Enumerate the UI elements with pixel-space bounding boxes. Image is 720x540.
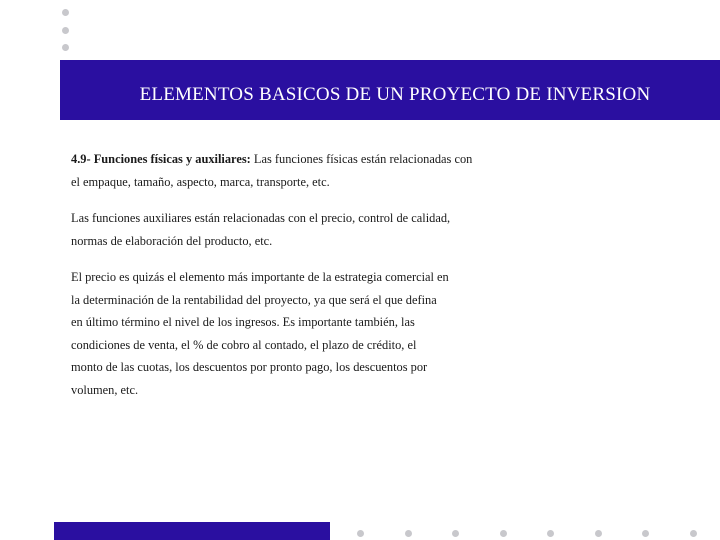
paragraph-line: condiciones de venta, el % de cobro al contado, el plazo de crédito, el <box>71 337 417 352</box>
paragraph-line: monto de las cuotas, los descuentos por pronto pago, los descuentos por <box>71 360 428 374</box>
decorative-dot <box>357 530 364 537</box>
decorative-dot <box>642 530 649 537</box>
paragraph-line: Las funciones físicas están relacionadas con <box>253 152 473 166</box>
slide-title: ELEMENTOS BASICOS DE UN PROYECTO DE INVERSION <box>139 84 651 105</box>
slide-body <box>71 148 491 415</box>
decorative-dot <box>690 530 697 537</box>
decorative-dot <box>595 530 602 537</box>
decorative-dot <box>62 9 69 16</box>
paragraph-line: El precio es quizás el elemento más importante de la estrategia comercial en <box>71 270 449 284</box>
title-banner <box>60 60 720 120</box>
decorative-dot <box>500 530 507 537</box>
paragraph-line: volumen, etc. <box>71 382 139 397</box>
decorative-dot <box>452 530 459 537</box>
decorative-dot <box>405 530 412 537</box>
paragraph-auxiliary-functions <box>71 207 491 252</box>
decorative-dot <box>547 530 554 537</box>
paragraph-physical-functions <box>71 148 491 193</box>
decorative-dot <box>62 44 69 51</box>
paragraph-line: normas de elaboración del producto, etc. <box>71 233 273 248</box>
decorative-dot <box>62 27 69 34</box>
paragraph-price <box>71 266 491 401</box>
paragraph-line: la determinación de la rentabilidad del proyecto, ya que será el que defina <box>71 292 437 307</box>
paragraph-line: en último término el nivel de los ingresos. Es importante también, las <box>71 315 415 329</box>
section-label: 4.9- Funciones físicas y auxiliares: <box>71 152 251 166</box>
paragraph-line: el empaque, tamaño, aspecto, marca, transporte, etc. <box>71 174 330 189</box>
footer-banner <box>54 522 330 540</box>
paragraph-line: Las funciones auxiliares están relacionadas con el precio, control de calidad, <box>71 211 451 225</box>
